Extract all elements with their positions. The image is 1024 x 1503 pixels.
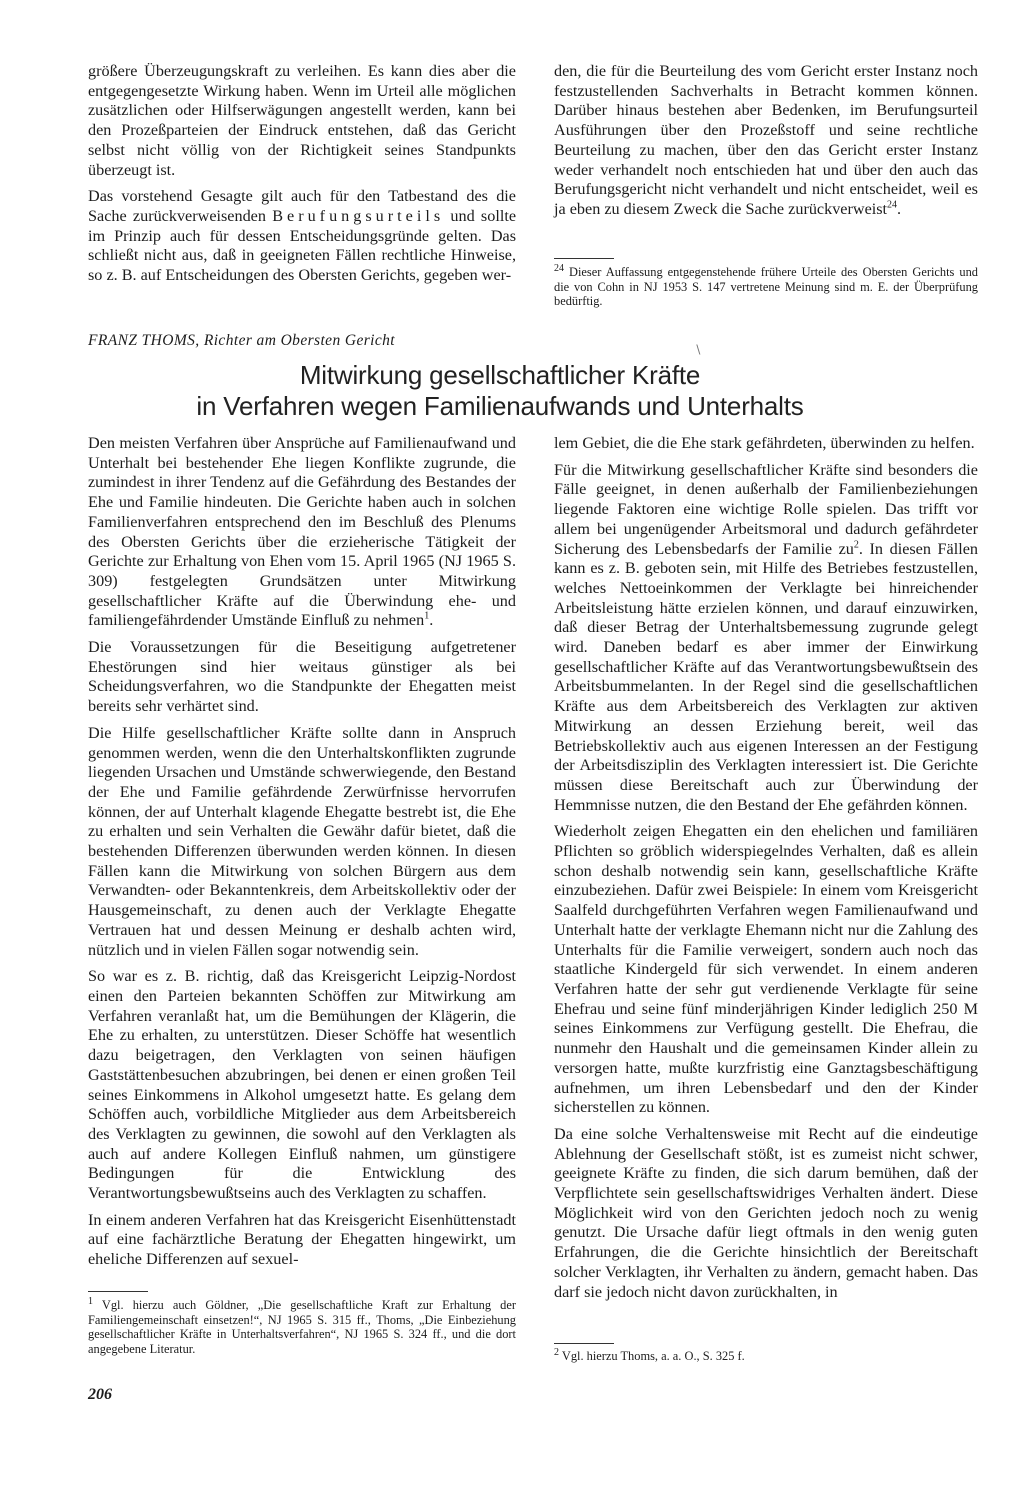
footnote-ref: 2	[853, 539, 859, 551]
footnote-ref: 24	[887, 199, 898, 211]
text-run: den, die für die Beurteilung des vom Gericht erster Instanz noch festzustellenden Sachverhalts in Betracht kommen können. Darüber hinaus bestehen aber Bedenken, im Berufungsurteil Ausführungen über den Prozeßstoff und seine rechtliche Beurteilung zu machen, über den das Gericht erster Instanz weder verhandelt noch entschieden hat und über den auch das Berufungsgericht nicht verhandelt und nicht entscheidet, weil es ja eben zu diesem Zweck die Sache zurückverweist	[554, 62, 978, 218]
paragraph: So war es z. B. richtig, daß das Kreisgericht Leipzig-Nordost einen den Parteien bekannten Schöffen zur Mitwirkung am Verfahren veranlaßt hat, um die Bemühungen der Klägerin, die Ehe zu erhalten, zu unterstützen. Dieser Schöffe hat wesentlich dazu beigetragen, den Verklagten von seinen häufigen Gaststättenbesuchen abzubringen, bei denen er einen großen Teil seines Einkommens in Alkohol umgesetzt hatte. Es gelang dem Schöffen auch, vorbildliche Mitglieder aus dem Arbeitsbereich des Verklagten zu gewinnen, die sowohl auf den Verklagten als auch auf andere Kollegen Einfluß nahmen, um günstigere Bedingungen für die Entwicklung des Verantwortungsbewußtseins auch des Verklagten zu schaffen.	[88, 967, 516, 1203]
footnote-marker: 24	[554, 262, 564, 274]
title-line: in Verfahren wegen Familienaufwands und Unterhalts	[196, 391, 804, 421]
paragraph: größere Überzeugungskraft zu verleihen. Es kann dies aber die entgegengesetzte Wirkung haben. Wenn im Urteil alle möglichen zusätzlichen oder Hilfserwägungen angestellt werden, kann bei den Prozeßparteien der Eindruck entstehen, daß das Gericht selbst nicht völlig von der Richtigkeit seines Standpunkts überzeugt ist.	[88, 62, 516, 179]
page-number: 206	[88, 1386, 112, 1403]
paragraph: Den meisten Verfahren über Ansprüche auf Familienaufwand und Unterhalt bei bestehender Ehe liegen Konflikte zugrunde, die zumindest in ihrer Tendenz auf die Gefährdung des Bestandes der Ehe und Familie hindeuten. Die Gerichte haben auch in solchen Familienverfahren entsprechend den im Beschluß des Plenums des Obersten Gerichts über die erzieherische Tätigkeit der Gerichte zur Erhaltung von Ehen vom 15. April 1965 (NJ 1965 S. 309) festgelegten Grundsätzen unter Mitwirkung gesellschaftlicher Kräfte auf die Überwindung ehe- und familiengefährdender Umstände Einfluß zu nehmen$^1$.	[88, 434, 516, 630]
text-run: Das vorstehend Gesagte gilt auch für den Tatbestand des die Sache zurückverweisenden	[88, 187, 516, 225]
author-line: FRANZ THOMS, Richter am Obersten Gericht	[88, 332, 396, 349]
footnote-divider	[88, 1291, 148, 1292]
footnote-text	[554, 1346, 978, 1364]
top-right-column	[554, 62, 978, 220]
text-run: Den meisten Verfahren über Ansprüche auf Familienaufwand und Unterhalt bei bestehender Ehe liegen Konflikte zugrunde, die zumindest in ihrer Tendenz auf die Gefährdung des Bestandes der Ehe und Familie hindeuten. Die Gerichte haben auch in solchen Familienverfahren entsprechend den im Beschluß des Plenums des Obersten Gerichts über die erzieherische Tätigkeit der Gerichte zur Erhaltung von Ehen vom 15. April 1965 (NJ 1965 S. 309) festgelegten Grundsätzen unter Mitwirkung gesellschaftlicher Kräfte auf die Überwindung ehe- und familiengefährdender Umstände Einfluß zu nehmen	[88, 434, 516, 630]
top-left-column	[88, 62, 516, 286]
paragraph: Wiederholt zeigen Ehegatten ein den ehelichen und familiären Pflichten so gröblich widerspiegelndes Verhalten, daß es allein schon deshalb notwendig sein kann, gesellschaftliche Kräfte einzubeziehen. Dafür zwei Beispiele: In einem vom Kreisgericht Saalfeld durchgeführten Verfahren wegen Familienaufwand und Unterhalt hatte der verklagte Ehemann nicht nur die Zahlung des Unterhalts für die Familie verweigert, sondern auch noch das staatliche Kindergeld für sich verwendet. In einem anderen Verfahren hatte der sehr gut verdienende Verklagte für seine Ehefrau und seine fünf minderjährigen Kinder lediglich 250 M seines Einkommens zur Verfügung gestellt. Die Ehefrau, die nunmehr den Haushalt und die gemeinsamen Kinder allein zu versorgen hatte, mußte kurzfristig eine Ganztagsbeschäftigung aufnehmen, um ihren Lebensbedarf und den der Kinder sicherstellen zu können.	[554, 822, 978, 1117]
paragraph	[554, 461, 978, 816]
footnote-divider	[554, 1343, 614, 1344]
scan-mark: ∖	[694, 343, 702, 357]
article-left-column	[88, 434, 516, 1270]
text-run: Dieser Auffassung entgegenstehende frühere Urteile des Obersten Gerichts und die von Cohn in NJ 1953 S. 147 vertretene Meinung sind m. E. der Überprüfung bedürftig.	[554, 265, 978, 308]
footnote-divider	[554, 258, 614, 259]
footnote-text	[554, 262, 978, 309]
footnote-1	[88, 1295, 516, 1356]
footnote-ref: 1	[424, 610, 430, 622]
paragraph	[88, 187, 516, 286]
article-right-column	[554, 434, 978, 1302]
paragraph: Die Hilfe gesellschaftlicher Kräfte sollte dann in Anspruch genommen werden, wenn die den Unterhaltskonflikten zugrunde liegenden Ursachen und Umstände schwerwiegende, den Bestand der Ehe und Familie gefährdende Zerwürfnisse hervorrufen können, der auf Unterhalt klagende Ehegatte bestrebt ist, die Ehe zu erhalten und sein Verhalten die Gewähr dafür bietet, daß die bestehenden Differenzen überwunden werden können. In diesen Fällen kann die Mitwirkung von solchen Bürgern aus dem Verwandten- oder Bekanntenkreis, dem Arbeitskollektiv oder der Hausgemeinschaft, zu denen auch der Verklagte Ehegatte Vertrauen hat und dessen Meinung er deshalb achten wird, nützlich und in vielen Fällen sogar notwendig sein.	[88, 723, 516, 959]
paragraph: lem Gebiet, die die Ehe stark gefährdeten, überwinden zu helfen.	[554, 434, 975, 452]
paragraph: den, die für die Beurteilung des vom Gericht erster Instanz noch festzustellenden Sachverhalts in Betracht kommen können. Darüber hinaus bestehen aber Bedenken, im Berufungsurteil Ausführungen über den Prozeßstoff und seine rechtliche Beurteilung zu machen, über den das Gericht erster Instanz weder verhandelt noch entschieden hat und über den auch das Berufungsgericht nicht verhandelt und nicht entscheidet, weil es ja eben zu diesem Zweck die Sache zurückverweist$^{24}$.	[554, 62, 978, 218]
footnote-2	[554, 1346, 978, 1364]
article-title	[100, 360, 900, 422]
text-run: Vgl. hierzu auch Göldner, „Die gesellschaftliche Kraft zur Erhaltung der Familiengemeinschaft einsetzen!“, NJ 1965 S. 315 ff., Thoms, „Die Einbeziehung gesellschaftlicher Kräfte in Unterhaltsverfahren“, NJ 1965 S. 324 ff., und die dort angegebene Literatur.	[88, 1298, 516, 1356]
text-run: und sollte im Prinzip auch für dessen Entscheidungsgründe gelten. Das schließt nicht aus, daß in geeigneten Fällen rechtliche Hinweise, so z. B. auf Entscheidungen des Obersten Gerichts, gegeben wer-	[88, 206, 516, 285]
spaced-text: Berufungsurteils	[272, 206, 445, 225]
footnote-marker: 1	[88, 1295, 93, 1307]
footnote-marker: 2	[554, 1346, 559, 1358]
text-run: . In diesen Fällen kann es z. B. geboten sein, mit Hilfe des Betriebes festzustellen, welches Nettoeinkommen der Verklagte bei hinreichender Arbeitsleistung hätte erzielen können, und darauf einzuwirken, daß dieser Betrag der Unterhaltsbemessung zugrunde gelegt wird. Daneben bedarf es aber immer der Einwirkung gesellschaftlicher Kräfte auf das Verantwortungsbewußtsein des Arbeitsbummelanten. In der Regel sind die gesellschaftlichen Kräfte aus dem Arbeitsbereich des Verklagten zur aktiven Mitwirkung an dessen Erziehung bereit, weil das Betriebskollektiv auch aus eigenen Interessen an der Festigung der Arbeitsdisziplin des Verklagten interessiert ist. Die Gerichte müssen diese Bereitschaft auch zur Überwindung der Hemmnisse nutzen, die den Bestand der Ehe gefährden können.	[554, 539, 978, 814]
text-run: Für die Mitwirkung gesellschaftlicher Kräfte sind besonders die Fälle geeignet, in denen außerhalb der Familienbeziehungen liegende Faktoren eine wichtige Rolle spielen. Das trifft vor allem bei ungenügender Arbeitsmoral und dadurch gefährdeter Sicherung des Lebensbedarfs der Familie zu	[554, 460, 978, 558]
footnote-text	[88, 1295, 516, 1356]
paragraph: Da eine solche Verhaltensweise mit Recht auf die eindeutige Ablehnung der Gesellschaft stößt, ist es zumeist nicht schwer, geeignete Kräfte zu finden, die sich darum bemühen, daß der Verpflichtete sein gesellschaftswidriges Verhalten ändert. Diese Möglichkeit wird von den Gerichten jedoch noch zu wenig genutzt. Die Ursache dafür liegt oftmals in den wenig guten Erfahrungen, die die Gerichte hinsichtlich der Bereitschaft solcher Verklagten, ihr Verhalten zu ändern, gemacht haben. Das darf sie jedoch nicht davon zurückhalten, in	[554, 1124, 978, 1301]
text-run: Vgl. hierzu Thoms, a. a. O., S. 325 f.	[559, 1349, 745, 1363]
paragraph: Die Voraussetzungen für die Beseitigung aufgetretener Ehestörungen sind hier weitaus günstiger als bei Scheidungsverfahren, wo die Standpunkte der Ehegatten meist bereits sehr verhärtet sind.	[88, 638, 516, 716]
footnote-24	[554, 262, 978, 309]
title-line: Mitwirkung gesellschaftlicher Kräfte	[299, 360, 701, 390]
paragraph: In einem anderen Verfahren hat das Kreisgericht Eisenhüttenstadt auf eine fachärztliche Beratung der Ehegatten hingewirkt, um eheliche Differenzen auf sexuel-	[88, 1210, 516, 1269]
